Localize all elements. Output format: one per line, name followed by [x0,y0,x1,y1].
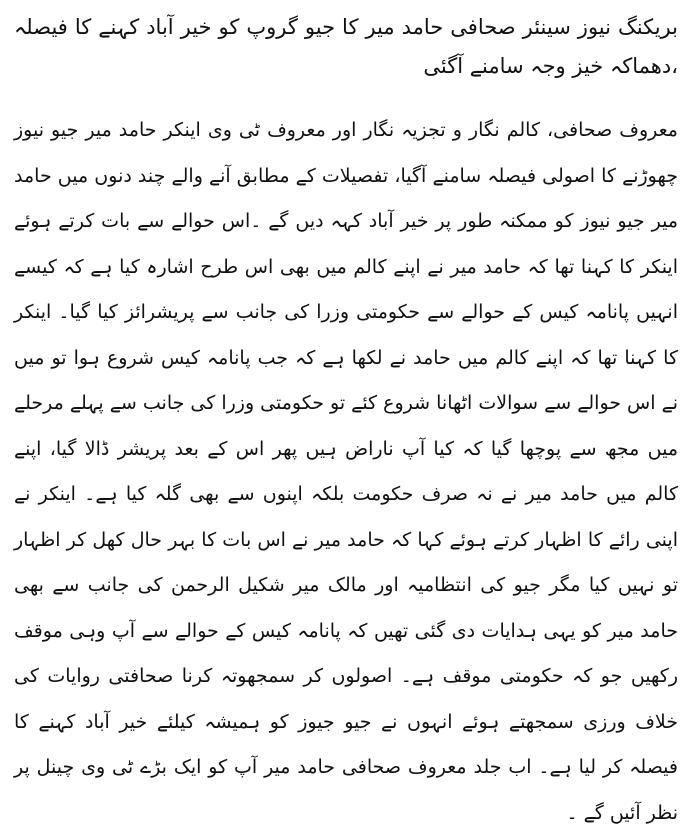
article [14,8,678,836]
article-headline: بریکنگ نیوز سینئر صحافی حامد میر کا جیو گروپ کو خیر آباد کہنے کا فیصلہ ،دھماکہ خیز وجہ سامنے آگئی [14,15,678,78]
article-body: معروف صحافی، کالم نگار و تجزیہ نگار اور معروف ٹی وی اینکر حامد میر جیو نیوز چھوڑنے کا اصولی فیصلہ سامنے آگیا، تفصیلات کے مطابق آنے والے چند دنوں میں حامد میر جیو نیوز کو ممکنہ طور پر خیر آباد کہہ دیں گے ۔اس حوالے سے بات کرتے ہوئے اینکر کا کہنا تھا کہ حامد میر نے اپنے کالم میں بھی اس طرح اشارہ کیا ہے کہ کیسے انہیں پانامہ کیس کے حوالے سے حکومتی وزرا کی جانب سے پریشرائز کیا گیا۔ اینکر کا کہنا تھا کہ اپنے کالم میں حامد نے لکھا ہے کہ جب پانامہ کیس شروع ہوا تو میں نے اس حوالے سے سوالات اٹھانا شروع کئے تو حکومتی وزرا کی جانب سے پہلے مرحلے میں مجھ سے پوچھا گیا کہ کیا آپ ناراض ہیں پھر اس کے بعد پریشر ڈالا گیا، اپنے کالم میں حامد میر نے نہ صرف حکومت بلکہ اپنوں سے بھی گلہ کیا ہے۔ اینکر نے اپنی رائے کا اظہار کرتے ہوئے کہا کہ حامد میر نے اس بات کا بہر حال کھل کر اظہار تو نہیں کیا مگر جیو کی انتظامیہ اور مالک میر شکیل الرحمن کی جانب سے بھی حامد میر کو یہی ہدایات دی گئی تھیں کہ پانامہ کیس کے حوالے سے آپ وہی موقف رکھیں جو کہ حکومتی موقف ہے۔ اصولوں کر سمجھوتہ کرنا صحافتی روایات کی خلاف ورزی سمجھتے ہوئے انہوں نے جیو جیوز کو ہمیشہ کیلئے خیر آباد کہنے کا فیصلہ کر لیا ہے۔ اب جلد معروف صحافی حامد میر آپ کو ایک بڑے ٹی وی چینل پر نظر آئیں گے ۔ [14,119,678,824]
